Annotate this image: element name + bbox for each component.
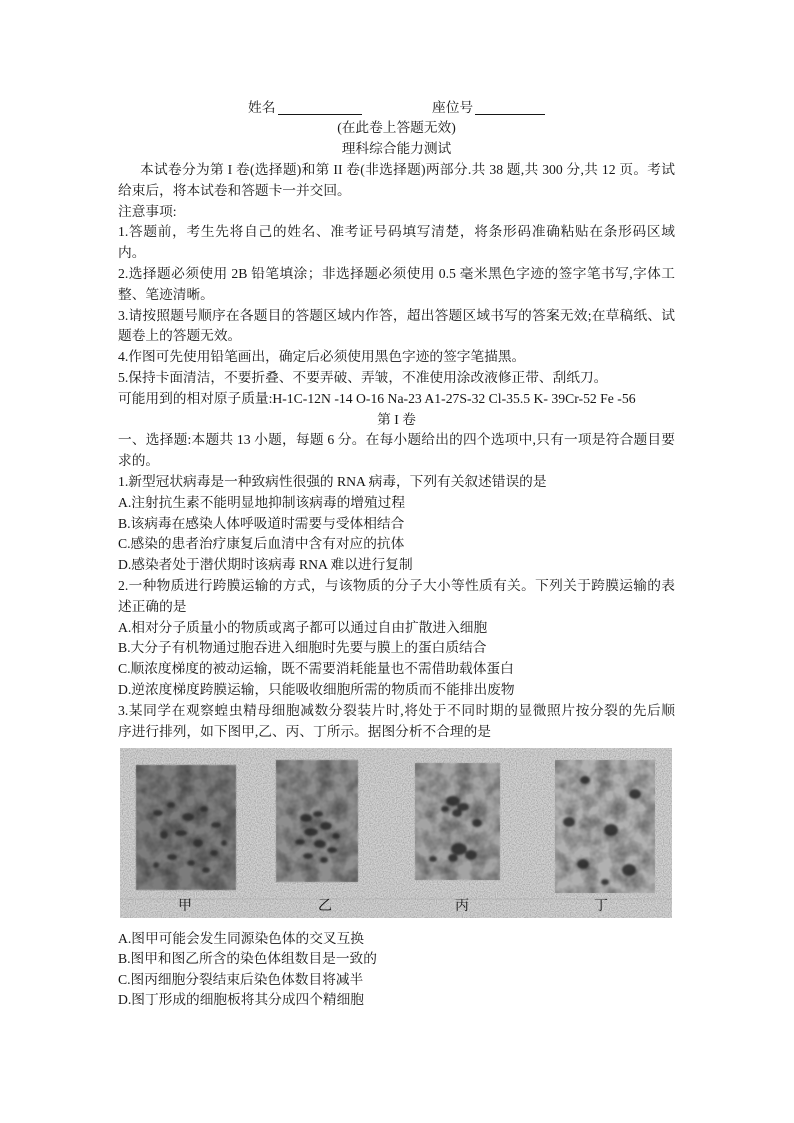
chromosome (160, 831, 168, 839)
option-c: C.图丙细胞分裂结束后染色体数目将减半 (118, 971, 364, 987)
chromosome (200, 806, 208, 812)
notice-item-line: 整、笔迹清晰。 (118, 286, 214, 302)
chromosome (580, 776, 590, 784)
chromosome (314, 840, 326, 848)
chromosome (211, 822, 221, 828)
chromosome (465, 850, 477, 860)
option-d: D.逆浓度梯度跨膜运输，只能吸收细胞所需的物质而不能排出废物 (118, 681, 515, 697)
intro-line: 给束后，将本试卷和答题卡一并交回。 (118, 182, 351, 198)
chromosome (175, 830, 187, 836)
chromosome (563, 817, 575, 827)
option-b: B.大分子有机物通过胞吞进入细胞时先要与膜上的蛋白质结合 (118, 640, 487, 656)
notice-item-line: 3.请按照题号顺序在各题目的答题区域内作答，超出答题区域书写的答案无效;在草稿纸、试 (118, 307, 675, 323)
chromosome (429, 856, 437, 862)
chromosome (193, 839, 203, 847)
chromosome (601, 879, 609, 885)
notice-item-line: 4.作图可先使用铅笔画出，确定后必须使用黑色字迹的签字笔描黑。 (118, 349, 526, 365)
question-stem: 2.一种物质进行跨膜运输的方式，与该物质的分子大小等性质有关。下列关于跨膜运输的表 (118, 577, 675, 593)
micrograph-yi (276, 760, 358, 882)
chromosome (320, 857, 328, 863)
micrograph-jia (136, 765, 236, 890)
chromosome (202, 867, 210, 873)
chromosome (153, 862, 159, 868)
micrograph-texture (415, 763, 500, 880)
micrograph-photo (120, 748, 672, 918)
option-c: C.感染的患者治疗康复后血清中含有对应的抗体 (118, 536, 405, 552)
chromosome (210, 850, 218, 856)
chromosome (441, 806, 449, 812)
micrograph-texture (136, 765, 236, 890)
notice-item-4 (118, 347, 675, 368)
notice-item-line: 内。 (118, 245, 146, 261)
chromosome (300, 814, 312, 822)
option-c: C.顺浓度梯度的被动运输，既不需要消耗能量也不需借助载体蛋白 (118, 661, 514, 677)
micrograph-ding (555, 760, 655, 893)
atomic-masses: 可能用到的相对原子质量:H-1C-12N -14 O-16 Na-23 A1-27S-32 Cl-35.5 K- 39Cr-52 Fe -56 (118, 390, 636, 406)
option-a: A.注射抗生素不能明显地抑制该病毒的增殖过程 (118, 494, 406, 510)
chromosome (313, 811, 323, 817)
intro-line: 本试卷分为第 I 卷(选择题)和第 II 卷(非选择题)两部分.共 38 题,共 300 分,共 12 页。考试 (140, 161, 675, 177)
invalid-answer-note: (在此卷上答题无效) (337, 120, 456, 136)
chromosome (604, 824, 618, 836)
chromosome (295, 839, 305, 845)
chromosome (327, 847, 337, 853)
option-a: A.图甲可能会发生同源染色体的交叉互换 (118, 931, 364, 946)
notice-item-line: 题卷上的答题无效。 (118, 328, 242, 344)
question-stem: 3.某同学在观察蝗虫精母细胞减数分裂装片时,将处于不同时期的显微照片按分裂的先后顺 (118, 702, 675, 718)
exam-title: 理科综合能力测试 (341, 141, 452, 157)
chromosome (472, 819, 482, 827)
chromosome (577, 859, 589, 869)
notice-item-line: 5.保持卡面清洁，不要折叠、不要弄破、弄皱，不准使用涂改液修正带、刮纸刀。 (118, 369, 608, 385)
micrograph-bing (415, 763, 500, 880)
micrograph-figure (120, 748, 672, 918)
chromosome (221, 840, 227, 846)
chromosome (332, 833, 340, 839)
chromosome (451, 843, 467, 855)
chromosome (448, 854, 458, 862)
notice-heading: 注意事项: (118, 203, 177, 219)
chromosome (167, 802, 175, 808)
option-b: B.该病毒在感染人体呼吸道时需要与受体相结合 (118, 515, 405, 531)
notice-item-1 (118, 222, 675, 264)
name-label: 姓名 (248, 99, 276, 115)
label-ding: 丁 (594, 899, 608, 914)
part-title: 第 I 卷 (377, 411, 416, 427)
option-d: D.图丁形成的细胞板将其分成四个精细胞 (118, 992, 364, 1008)
chromosome (622, 864, 636, 876)
notice-item-line: 1.答题前，考生先将自己的姓名、准考证号码填写清楚，将条形码准确粘贴在条形码区域 (118, 224, 675, 240)
option-d: D.感染者处于潜伏期时该病毒 RNA 难以进行复制 (118, 557, 413, 573)
name-blank (278, 100, 362, 115)
chromosome (187, 860, 195, 866)
notice-item-line: 2.选择题必须使用 2B 铅笔填涂；非选择题必须使用 0.5 毫米黑色字迹的签字笔书写,字体工 (118, 265, 675, 281)
chromosome (320, 822, 332, 830)
label-yi: 乙 (318, 899, 332, 914)
intro-paragraph (118, 160, 675, 202)
label-jia: 甲 (178, 899, 192, 914)
exam-body (118, 98, 675, 743)
candidate-info-row (118, 98, 675, 119)
question-2 (118, 576, 675, 701)
label-bing: 丙 (455, 899, 469, 914)
chromosome (452, 809, 462, 817)
seat-number-blank (475, 100, 545, 115)
question-3-stem (118, 701, 675, 743)
chromosome (167, 854, 177, 860)
question-stem: 序进行排列，如下图甲,乙、丙、丁所示。据图分析不合理的是 (118, 723, 491, 739)
section-instructions-line: 一、选择题:本题共 13 小题，每题 6 分。在每小题给出的四个选项中,只有一项是符合题目要 (118, 432, 675, 448)
question-1 (118, 472, 675, 576)
chromosome (303, 853, 313, 859)
section-instructions-line: 求的。 (118, 453, 160, 469)
option-b: B.图甲和图乙所含的染色体组数目是一致的 (118, 951, 377, 967)
seat-number-label: 座位号 (432, 99, 474, 115)
chromosome (304, 828, 318, 836)
chromosome (629, 789, 641, 799)
chromosome (446, 796, 460, 806)
section-instructions (118, 430, 675, 472)
notice-item-3 (118, 306, 675, 348)
option-a: A.相对分子质量小的物质或离子都可以通过自由扩散进入细胞 (118, 619, 488, 635)
notice-item-2 (118, 264, 675, 306)
question-stem: 述正确的是 (118, 598, 187, 614)
micrograph-texture (276, 760, 358, 882)
notice-item-5 (118, 368, 675, 389)
chromosome (153, 810, 163, 816)
question-3-options (118, 929, 675, 1011)
chromosome (182, 813, 194, 821)
question-stem: 1.新型冠状病毒是一种致病性很强的 RNA 病毒，下列有关叙述错误的是 (118, 473, 547, 489)
